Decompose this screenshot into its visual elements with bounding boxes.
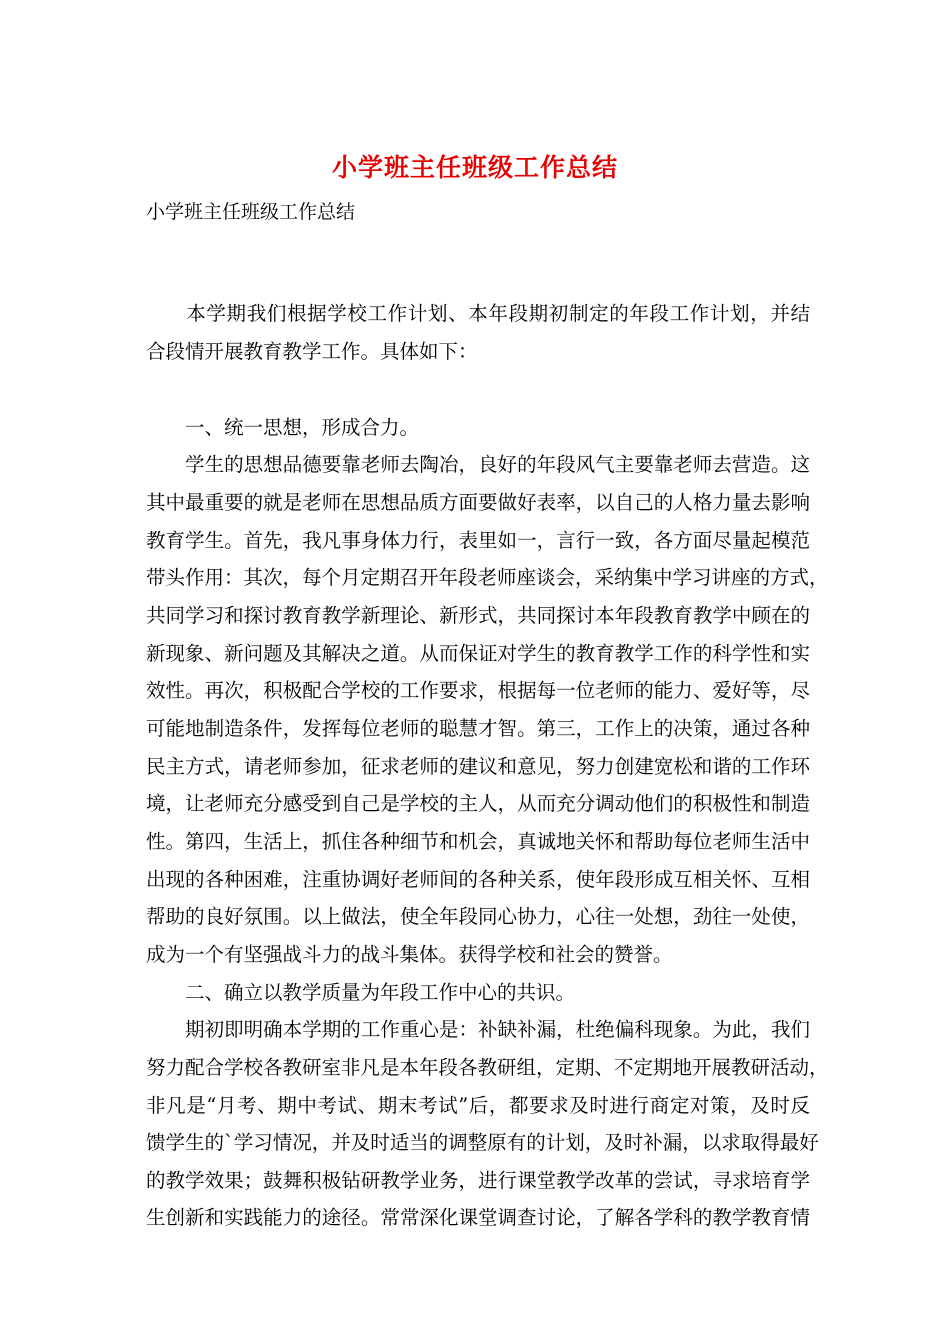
paragraph-line: 努力配合学校各教研室非凡是本年段各教研组，定期、不定期地开展教研活动， [146,1056,829,1079]
paragraph-line: 其中最重要的就是老师在思想品质方面要做好表率，以自己的人格力量去影响 [146,491,810,514]
paragraph-line: 非凡是“月考、期中考试、期末考试”后，都要求及时进行商定对策，及时反 [146,1094,810,1117]
paragraph-line: 成为一个有坚强战斗力的战斗集体。获得学校和社会的赞誉。 [146,943,673,966]
paragraph-line: 合段情开展教育教学工作。具体如下： [146,340,478,363]
paragraph-line: 生创新和实践能力的途径。常常深化课堂调查讨论，了解各学科的教学教育情 [146,1206,810,1229]
paragraph-line: 境，让老师充分感受到自己是学校的主人，从而充分调动他们的积极性和制造 [146,792,810,815]
paragraph-line: 教育学生。首先，我凡事身体力行，表里如一，言行一致，各方面尽量起模范 [146,529,810,552]
paragraph-line: 帮助的良好氛围。以上做法，使全年段同心协力，心往一处想，劲往一处使， [146,905,810,928]
paragraph-line: 性。第四，生活上，抓住各种细节和机会，真诚地关怀和帮助每位老师生活中 [146,830,810,853]
section-heading: 二、确立以教学质量为年段工作中心的共识。 [146,981,576,1004]
paragraph-line: 带头作用：其次，每个月定期召开年段老师座谈会，采纳集中学习讲座的方式， [146,566,829,589]
paragraph-line: 馈学生的`学习情况，并及时适当的调整原有的计划，及时补漏，以求取得最好 [146,1131,819,1154]
section-heading: 一、统一思想，形成合力。 [146,416,420,439]
paragraph-line: 学生的思想品德要靠老师去陶冶，良好的年段风气主要靠老师去营造。这 [146,453,810,476]
document-title: 小学班主任班级工作总结 [331,153,618,182]
paragraph-line: 民主方式，请老师参加，征求老师的建议和意见，努力创建宽松和谐的工作环 [146,755,810,778]
document-subtitle: 小学班主任班级工作总结 [146,201,356,223]
paragraph-line: 本学期我们根据学校工作计划、本年段期初制定的年段工作计划，并结 [146,302,810,325]
paragraph-line: 期初即明确本学期的工作重心是：补缺补漏，杜绝偏科现象。为此，我们 [146,1018,810,1041]
paragraph-line: 新现象、新问题及其解决之道。从而保证对学生的教育教学工作的科学性和实 [146,642,810,665]
paragraph-line: 的教学效果；鼓舞积极钻研教学业务，进行课堂教学改革的尝试，寻求培育学 [146,1169,810,1192]
paragraph-line: 可能地制造条件，发挥每位老师的聪慧才智。第三，工作上的决策，通过各种 [146,717,810,740]
paragraph-line: 出现的各种困难，注重协调好老师间的各种关系，使年段形成互相关怀、互相 [146,868,810,891]
paragraph-line: 效性。再次，积极配合学校的工作要求，根据每一位老师的能力、爱好等，尽 [146,679,810,702]
paragraph-line: 共同学习和探讨教育教学新理论、新形式，共同探讨本年段教育教学中顾在的 [146,604,810,627]
